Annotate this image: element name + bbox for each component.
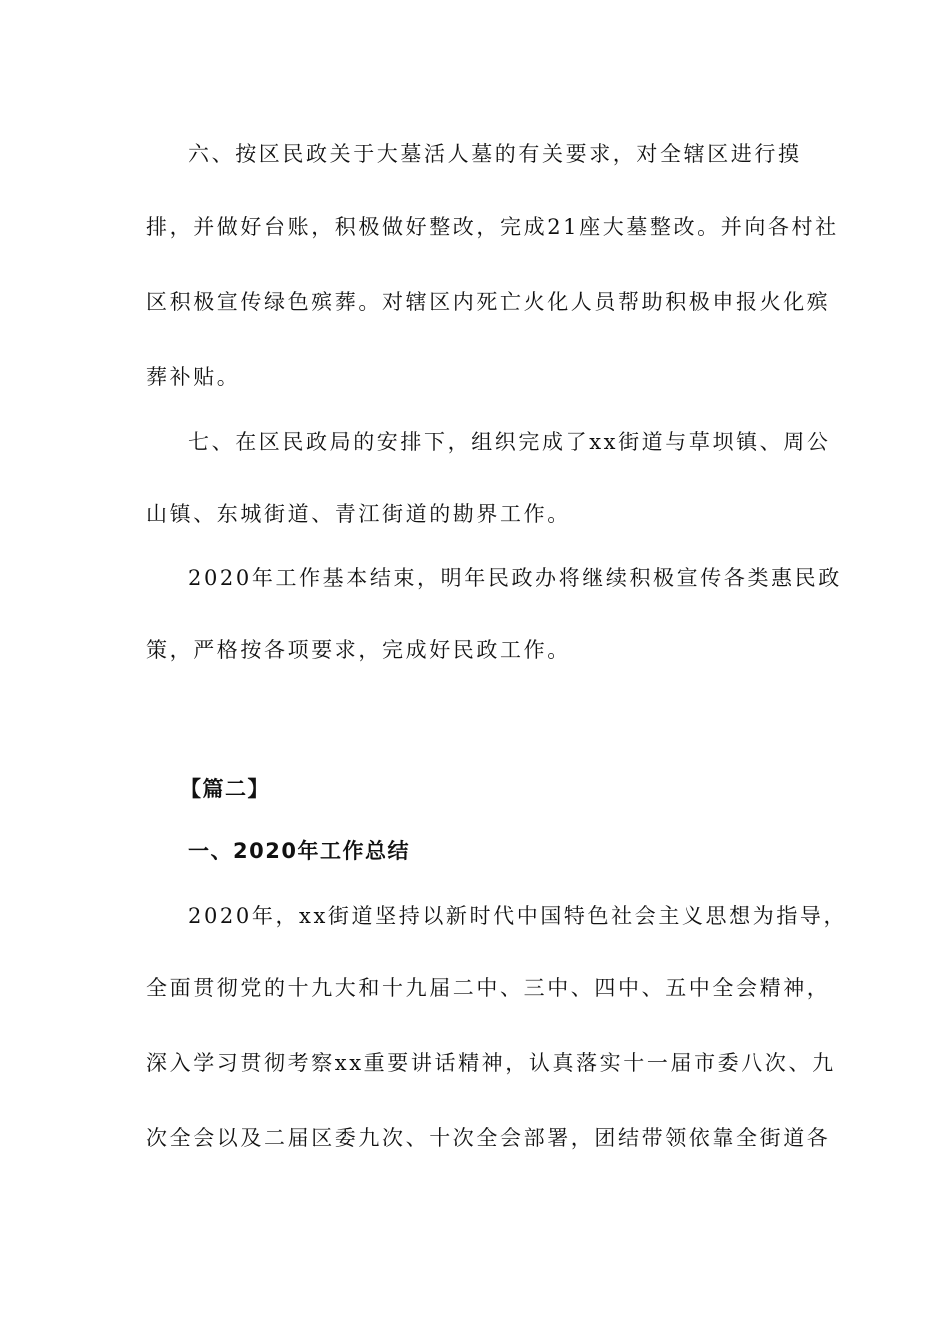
paragraph-line: 次全会以及二届区委九次、十次全会部署，团结带领依靠全街道各 [146,1126,831,1150]
paragraph-line: 2020年工作基本结束，明年民政办将继续积极宣传各类惠民政 [188,566,842,590]
paragraph-line: 2020年，xx街道坚持以新时代中国特色社会主义思想为指导， [188,904,848,928]
paragraph-line: 葬补贴。 [146,365,241,389]
section-title: 【篇二】 [180,777,270,801]
paragraph-line: 深入学习贯彻考察xx重要讲话精神，认真落实十一届市委八次、九 [146,1051,836,1075]
paragraph-line: 排，并做好台账，积极做好整改，完成21座大墓整改。并向各村社 [146,215,839,239]
paragraph-line: 山镇、东城街道、青江街道的勘界工作。 [146,502,571,526]
paragraph-line: 策，严格按各项要求，完成好民政工作。 [146,638,571,662]
paragraph-line: 全面贯彻党的十九大和十九届二中、三中、四中、五中全会精神， [146,976,831,1000]
paragraph-line: 七、在区民政局的安排下，组织完成了xx街道与草坝镇、周公 [188,430,831,454]
paragraph-line: 六、按区民政关于大墓活人墓的有关要求，对全辖区进行摸 [188,142,802,166]
subsection-title: 一、2020年工作总结 [188,839,410,863]
paragraph-line: 区积极宣传绿色殡葬。对辖区内死亡火化人员帮助积极申报火化殡 [146,290,831,314]
